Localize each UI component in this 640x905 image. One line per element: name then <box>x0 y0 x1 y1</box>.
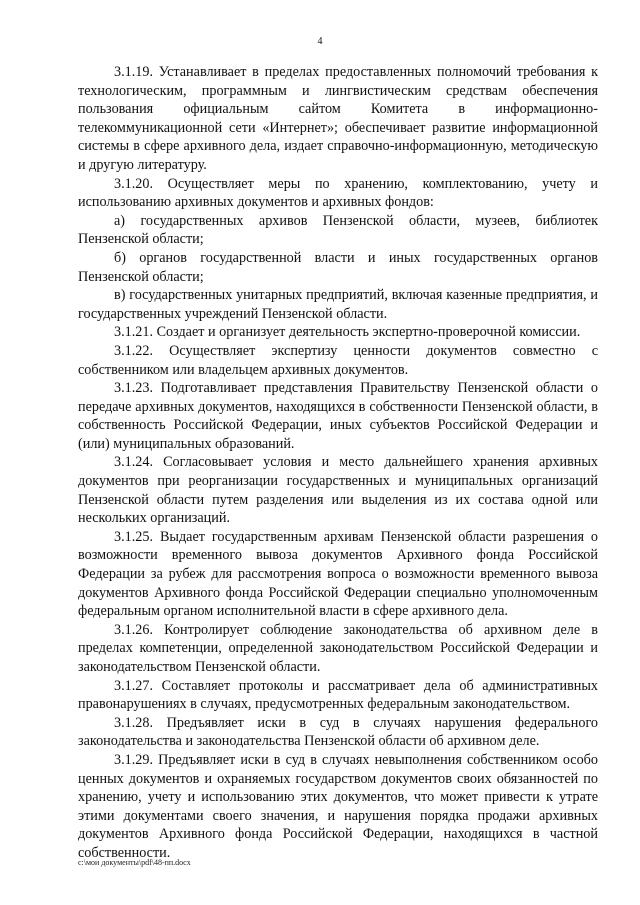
paragraph-3-1-22: 3.1.22. Осуществляет экспертизу ценности документов совместно с собственником или владельцем архивных документов. <box>78 342 598 378</box>
paragraph-3-1-28: 3.1.28. Предъявляет иски в суд в случаях нарушения федерального законодательства и законодательства Пензенской области об архивном деле. <box>78 714 598 750</box>
paragraph-3-1-29: 3.1.29. Предъявляет иски в суд в случаях невыполнения собственником особо ценных документов и охраняемых государством документов своих обязанностей по хранению, учету и использованию этих документов, что может привести к утрате этими документами своего значения, и нарушения порядка продажи архивных документов Архивного фонда Российской Федерации, находящихся в частной собственности. <box>78 751 598 861</box>
paragraph-3-1-20: 3.1.20. Осуществляет меры по хранению, комплектованию, учету и использованию архивных документов и архивных фондов: <box>78 175 598 211</box>
paragraph-3-1-27: 3.1.27. Составляет протоколы и рассматривает дела об административных правонарушениях в случаях, предусмотренных федеральным законодательством. <box>78 677 598 713</box>
footer-file-path: c:\мои документы\pdf\48-пп.docx <box>78 858 191 867</box>
document-body <box>78 63 598 863</box>
paragraph-3-1-20-b: б) органов государственной власти и иных государственных органов Пензенской области; <box>78 249 598 285</box>
paragraph-3-1-19: 3.1.19. Устанавливает в пределах предоставленных полномочий требования к технологическим, программным и лингвистическим средствам обеспечения пользования официальным сайтом Комитета в информационно-телекоммуникационной сети «Интернет»; обеспечивает развитие информационной системы в сфере архивного дела, издает справочно-информационную, методическую и другую литературу. <box>78 64 598 173</box>
paragraph-3-1-20-a: а) государственных архивов Пензенской области, музеев, библиотек Пензенской области; <box>78 212 598 248</box>
paragraph-3-1-23: 3.1.23. Подготавливает представления Правительству Пензенской области о передаче архивных документов, находящихся в собственности Пензенской области, в собственность Российской Федерации, иных субъектов Российской Федерации и (или) муниципальных образований. <box>78 380 598 452</box>
page-number: 4 <box>317 36 323 47</box>
paragraph-3-1-21: 3.1.21. Создает и организует деятельность экспертно-проверочной комиссии. <box>114 324 581 341</box>
paragraph-3-1-24: 3.1.24. Согласовывает условия и место дальнейшего хранения архивных документов при реорганизации государственных и муниципальных организаций Пензенской области путем разделения или выделения из их состава одной или нескольких организаций. <box>78 454 598 527</box>
paragraph-3-1-26: 3.1.26. Контролирует соблюдение законодательства об архивном деле в пределах компетенции, определенной законодательством Российской Федерации и законодательством Пензенской области. <box>78 621 598 675</box>
paragraph-3-1-25: 3.1.25. Выдает государственным архивам Пензенской области разрешения о возможности временного вывоза документов Архивного фонда Российской Федерации за рубеж для рассмотрения вопроса о возможности временного вывоза документов Архивного фонда Российской Федерации специально уполномоченным федеральным органом исполнительной власти в сфере архивного дела. <box>78 528 598 620</box>
paragraph-3-1-20-v: в) государственных унитарных предприятий, включая казенные предприятия, и государственных учреждений Пензенской области. <box>78 287 598 322</box>
